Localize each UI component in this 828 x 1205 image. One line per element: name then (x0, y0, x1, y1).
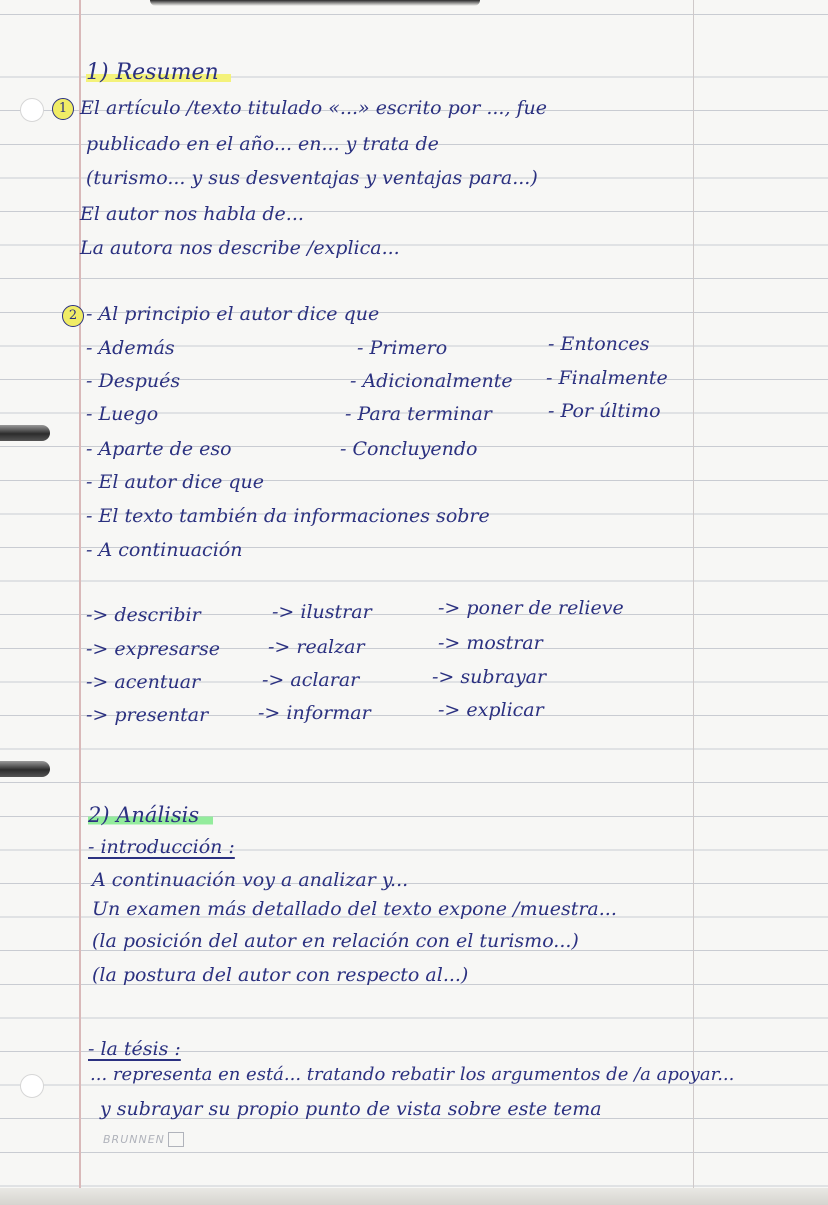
intro-label: - introducción : (88, 836, 235, 858)
verb-poner-de-relieve: -> poner de relieve (438, 597, 624, 619)
summary-line-1: El artículo /texto titulado «...» escrito por ..., fue (80, 97, 548, 119)
summary-line-4: El autor nos habla de... (80, 203, 304, 225)
summary-line-2: publicado en el año... en... y trata de (86, 133, 439, 155)
item-number-1: 1 (52, 98, 74, 120)
brand-logo-icon (168, 1132, 184, 1147)
binder-ring-top (0, 425, 50, 441)
brand-stamp (103, 1131, 184, 1148)
connector-ademas: - Además (86, 337, 175, 359)
left-margin-line (79, 0, 81, 1205)
connector-aparte: - Aparte de eso (86, 438, 232, 460)
binder-ring-bottom (0, 761, 50, 777)
verb-aclarar: -> aclarar (262, 669, 360, 691)
verb-informar: -> informar (258, 702, 371, 724)
connector-por-ultimo: - Por último (548, 400, 661, 422)
summary-line-3: (turismo... y sus desventajas y ventajas para...) (86, 167, 538, 189)
connector-concluyendo: - Concluyendo (340, 438, 478, 460)
connector-luego: - Luego (86, 403, 159, 425)
verb-explicar: -> explicar (438, 699, 544, 721)
connector-para-terminar: - Para terminar (345, 403, 492, 425)
connector-finalmente: - Finalmente (546, 367, 668, 389)
page-bottom-edge (0, 1188, 828, 1205)
page-top-shadow (150, 0, 480, 6)
item-number-2: 2 (62, 305, 84, 327)
connector-a-continuacion: - A continuación (86, 539, 243, 561)
brand-name: BRUNNEN (103, 1133, 165, 1146)
connector-el-texto: - El texto también da informaciones sobre (86, 505, 490, 527)
verb-presentar: -> presentar (86, 704, 209, 726)
thesis-label: - la tésis : (88, 1038, 181, 1060)
thesis-line-2: y subrayar su propio punto de vista sobre este tema (100, 1098, 602, 1120)
verb-describir: -> describir (86, 604, 201, 626)
verb-ilustrar: -> ilustrar (272, 601, 372, 623)
punch-hole-bottom (20, 1074, 44, 1098)
intro-line-3: (la posición del autor en relación con el turismo...) (92, 930, 579, 952)
connector-despues: - Después (86, 370, 181, 392)
intro-line-4: (la postura del autor con respecto al...) (92, 964, 469, 986)
verb-mostrar: -> mostrar (438, 632, 543, 654)
right-margin-line (693, 0, 694, 1205)
verb-realzar: -> realzar (268, 636, 365, 658)
section-heading-analysis: 2) Análisis (88, 805, 213, 826)
connector-entonces: - Entonces (548, 333, 650, 355)
summary-line-5: La autora nos describe /explica... (80, 237, 400, 259)
connector-adicionalmente: - Adicionalmente (350, 370, 513, 392)
summary-item2-intro: - Al principio el autor dice que (86, 303, 380, 325)
punch-hole-top (20, 98, 44, 122)
intro-line-2: Un examen más detallado del texto expone /muestra... (92, 898, 617, 920)
intro-line-1: A continuación voy a analizar y... (92, 869, 409, 891)
section-heading-summary: 1) Resumen (86, 62, 231, 84)
verb-expresarse: -> expresarse (86, 638, 220, 660)
verb-subrayar: -> subrayar (432, 666, 547, 688)
verb-acentuar: -> acentuar (86, 671, 201, 693)
connector-primero: - Primero (357, 337, 448, 359)
thesis-line-1: ... representa en está... tratando rebatir los argumentos de /a apoyar... (90, 1064, 735, 1085)
connector-el-autor-dice: - El autor dice que (86, 471, 265, 493)
